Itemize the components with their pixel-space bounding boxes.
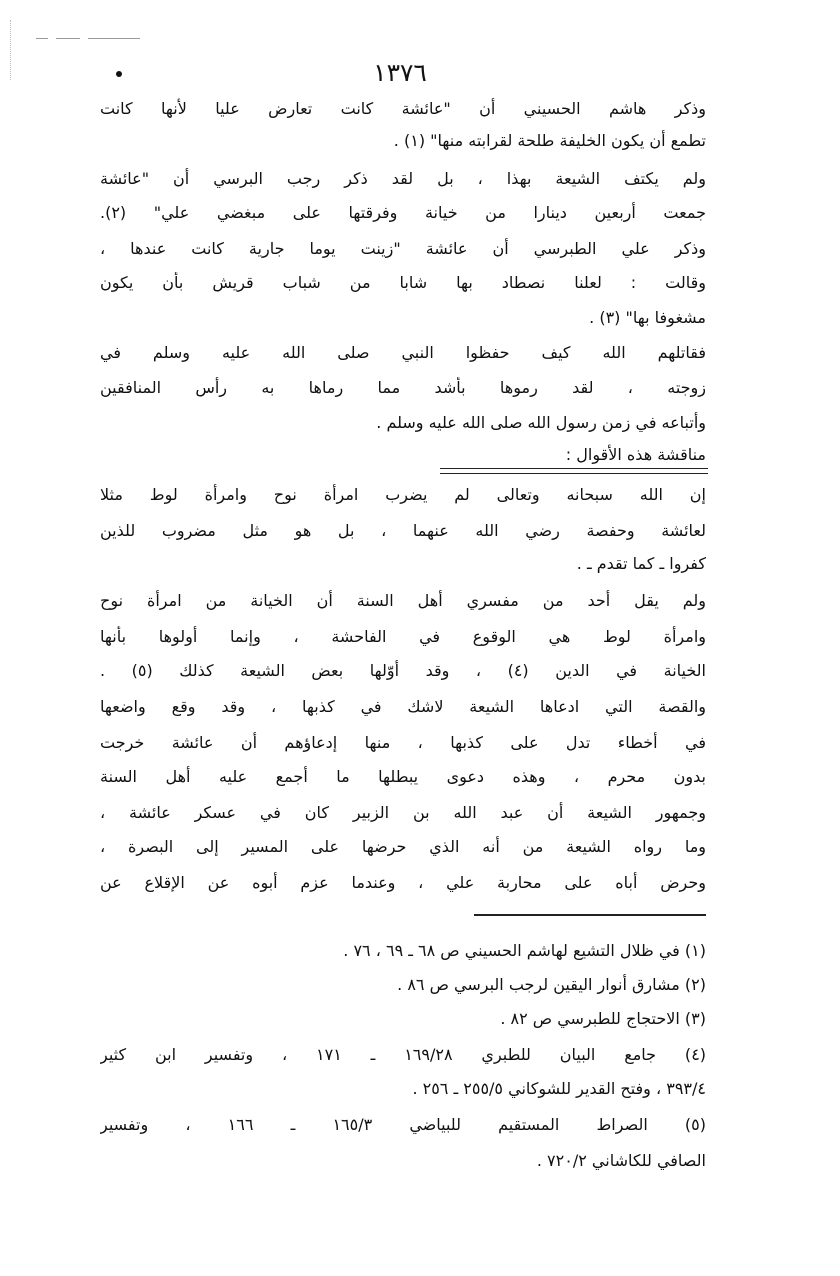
- scan-mark: [36, 38, 48, 39]
- body-line: زوجته ، لقد رموها بأشد مما رماها به رأس المنافقين: [100, 378, 706, 397]
- body-line: ولم يكتف الشيعة بهذا ، بل لقد ذكر رجب البرسي أن "عائشة: [100, 169, 706, 188]
- scan-mark: [56, 38, 80, 39]
- body-line: وما رواه الشيعة من أنه الذي حرضها على المسير إلى البصرة ،: [100, 837, 706, 856]
- body-line: الخيانة في الدين (٤) ، وقد أوّلها بعض الشيعة كذلك (٥) .: [100, 661, 706, 680]
- body-line: كفروا ـ كما تقدم ـ .: [576, 554, 706, 573]
- footnote: (١) في ظلال التشيع لهاشم الحسيني ص ٦٨ ـ ٦٩ ، ٧٦ .: [343, 941, 706, 960]
- body-line: ولم يقل أحد من مفسري أهل السنة أن الخيانة من امرأة نوح: [100, 591, 706, 610]
- body-line: جمعت أربعين دينارا من خيانة وفرقتها على مبغضي علي" (٢).: [100, 203, 706, 222]
- body-line: تطمع أن يكون الخليفة طلحة لقرابته منها" (١) .: [393, 131, 706, 150]
- section-heading: مناقشة هذه الأقوال :: [565, 445, 706, 464]
- page-dot-mark: [116, 71, 122, 77]
- body-line: وذكر علي الطبرسي أن عائشة "زينت يوما جارية كانت عندها ،: [100, 239, 706, 258]
- body-line: مشغوفا بها" (٣) .: [589, 308, 706, 327]
- body-line: وذكر هاشم الحسيني أن "عائشة كانت تعارض عليا لأنها كانت: [100, 99, 706, 118]
- body-line: لعائشة وحفصة رضي الله عنهما ، بل هو مثل مضروب للذين: [100, 521, 706, 540]
- footnote-separator: [474, 914, 706, 916]
- body-line: في أخطاء تدل على كذبها ، منها إدعاؤهم أن عائشة خرجت: [100, 733, 706, 752]
- scan-mark: [88, 38, 140, 39]
- footnote: (٥) الصراط المستقيم للبياضي ١٦٥/٣ ـ ١٦٦ ، وتفسير: [100, 1115, 706, 1134]
- body-line: وأتباعه في زمن رسول الله صلى الله عليه وسلم .: [376, 413, 706, 432]
- body-line: إن الله سبحانه وتعالى لم يضرب امرأة نوح وامرأة لوط مثلا: [100, 485, 706, 504]
- footnote: (٢) مشارق أنوار اليقين لرجب البرسي ص ٨٦ .: [397, 975, 706, 994]
- body-line: والقصة التي ادعاها الشيعة لاشك في كذبها ، وقد وقع واضعها: [100, 697, 706, 716]
- body-line: وقالت : لعلنا نصطاد بها شابا من شباب قريش بأن يكون: [100, 273, 706, 292]
- footnote: (٣) الاحتجاج للطبرسي ص ٨٢ .: [500, 1009, 706, 1028]
- footnote: ٣٩٣/٤ ، وفتح القدير للشوكاني ٢٥٥/٥ ـ ٢٥٦ .: [412, 1079, 706, 1098]
- body-line: وامرأة لوط هي الوقوع في الفاحشة ، وإنما أولوها بأنها: [100, 627, 706, 646]
- footnote: (٤) جامع البيان للطبري ١٦٩/٢٨ ـ ١٧١ ، وتفسير ابن كثير: [100, 1045, 706, 1064]
- body-line: فقاتلهم الله كيف حفظوا النبي صلى الله عليه وسلم في: [100, 343, 706, 362]
- page-number: ١٣٧٦: [373, 58, 427, 87]
- body-line: بدون محرم ، وهذه دعوى يبطلها ما أجمع عليه أهل السنة: [100, 767, 706, 786]
- heading-underline: [440, 468, 708, 474]
- scan-edge-marks: [10, 20, 12, 80]
- body-line: وحرض أباه على محاربة علي ، وعندما عزم أبوه عن الإقلاع عن: [100, 873, 706, 892]
- body-line: وجمهور الشيعة أن عبد الله بن الزبير كان في عسكر عائشة ،: [100, 803, 706, 822]
- footnote: الصافي للكاشاني ٧٢٠/٢ .: [536, 1151, 706, 1170]
